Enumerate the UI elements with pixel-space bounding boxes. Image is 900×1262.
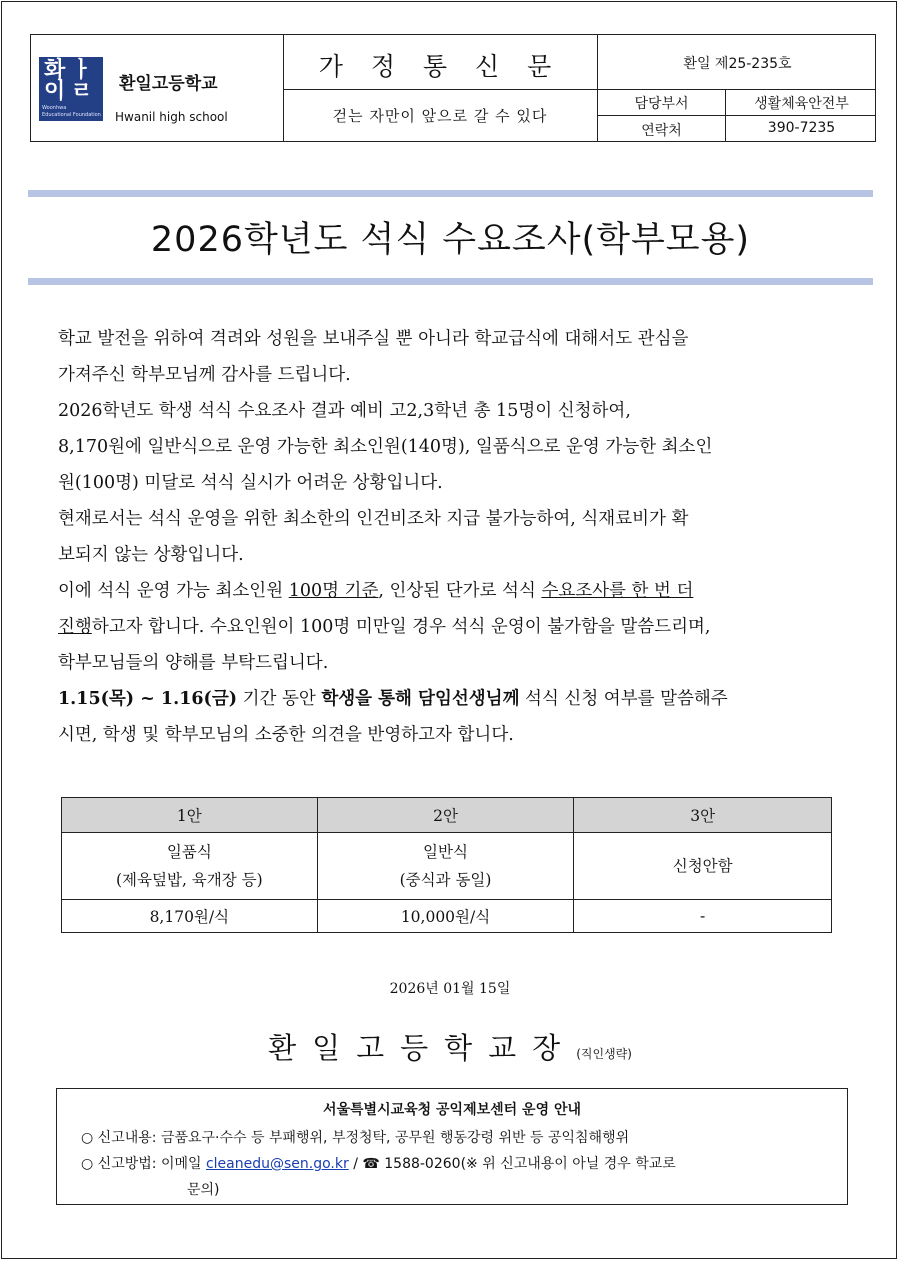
title-band-bottom: [28, 278, 873, 285]
newsletter-header: [30, 34, 876, 142]
seal-note: (직인생략): [576, 1047, 632, 1061]
notice-report-content: ○ 신고내용: 금품요구·수수 등 부패행위, 부정청탁, 공무원 행동강령 위반 등 공익침해행위: [81, 1130, 630, 1146]
option-header-3: 3안: [574, 798, 832, 833]
email-link[interactable]: cleanedu@sen.go.kr: [205, 1156, 349, 1172]
principal-name: 환일고등학교장: [268, 1031, 577, 1065]
document-title: 2026학년도 석식 수요조사(학부모용): [150, 220, 751, 260]
option-3-price: -: [574, 900, 832, 933]
newsletter-title: 가 정 통 신 문: [318, 52, 562, 81]
option-2-price: 10,000원/식: [317, 900, 574, 933]
option-1-desc: 일품식 (제육덮밥, 육개장 등): [62, 833, 318, 900]
issue-date: 2026년 01월 15일: [389, 981, 511, 997]
notice-report-method: ○ 신고방법: 이메일 cleanedu@sen.go.kr / ☎ 1588-0260(※ 위 신고내용이 아닐 경우 학교로: [81, 1156, 676, 1172]
school-name-en: Hwanil high school: [115, 110, 228, 124]
contact-label: 연락처: [641, 123, 682, 139]
option-header-2: 2안: [317, 798, 574, 833]
options-table: [61, 797, 832, 933]
principal-signature: [0, 1026, 900, 1067]
contact-value: 390-7235: [767, 120, 836, 136]
school-name-ko: 환일고등학교: [119, 74, 218, 94]
notice-title: 서울특별시교육청 공익제보센터 운영 안내: [322, 1102, 582, 1118]
option-3-desc: 신청안함: [574, 833, 832, 900]
option-header-1: 1안: [62, 798, 318, 833]
title-band-top: [28, 190, 873, 197]
option-2-desc: 일반식 (중식과 동일): [317, 833, 574, 900]
notice-method-continued: 문의): [187, 1182, 220, 1198]
public-interest-notice: [56, 1088, 848, 1205]
option-1-price: 8,170원/식: [62, 900, 318, 933]
dept-value: 생활체육안전부: [754, 96, 849, 112]
body-text: 학교 발전을 위하여 격려와 성원을 보내주실 뿐 아니라 학교급식에 대해서도 관심을 가져주신 학부모님께 감사를 드립니다. 2026학년도 학생 석식 수요조사 결과 예비 고2,3학년 총 15명이 신청하여, 8,170원에 일반식으로 운영 가능한 최소인원(140명), 일품식으로 운영 가능한 최소인 원(100명) 미달로 석식 실시가 어려운 상황입니다. 현재로서는 석식 운영을 위한 최소한의 인건비조차 지급 불가능하여, 식재료비가 확 보되지 않는 상황입니다. 이에 석식 운영 가능 최소인원 100명 기준, 인상된 단가로 석식 수요조사를 한 번 더 진행하고자 합니다. 수요인원이 100명 미만일 경우 석식 운영이 불가함을 말씀드리며, 학부모님들의 양해를 부탁드립니다. 1.15(목) ~ 1.16(금) 기간 동안 학생을 통해 담임선생님께 석식 신청 여부를 말씀해주 시면, 학생 및 학부모님의 소중한 의견을 반영하고자 합니다.: [58, 329, 728, 745]
issue-number: 환일 제25-235호: [683, 56, 792, 72]
school-logo: 화 ㅏ 이 ㄹ Woonhwa Educational Foundation: [39, 57, 103, 121]
school-motto: 걷는 자만이 앞으로 갈 수 있다: [332, 107, 548, 125]
dept-label: 담당부서: [634, 96, 689, 112]
